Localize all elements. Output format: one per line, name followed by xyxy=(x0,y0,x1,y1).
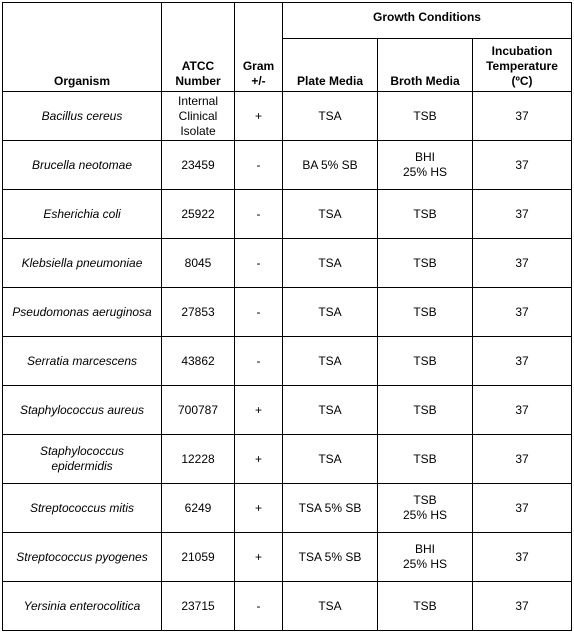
cell-plate-media: TSA xyxy=(283,435,378,484)
cell-organism: Brucella neotomae xyxy=(3,141,162,190)
cell-atcc-number: 27853 xyxy=(162,288,235,337)
cell-incubation-temperature: 37 xyxy=(473,190,572,239)
cell-incubation-temperature: 37 xyxy=(473,435,572,484)
cell-atcc-number: 25922 xyxy=(162,190,235,239)
cell-plate-media: TSA xyxy=(283,288,378,337)
table-row xyxy=(3,533,572,582)
cell-incubation-temperature: 37 xyxy=(473,533,572,582)
cell-broth-media: TSB xyxy=(378,337,473,386)
cell-gram: - xyxy=(235,141,283,190)
cell-atcc-number: 23459 xyxy=(162,141,235,190)
cell-organism: Streptococcus pyogenes xyxy=(3,533,162,582)
cell-atcc-number: 21059 xyxy=(162,533,235,582)
table-body xyxy=(3,92,572,631)
table-row xyxy=(3,141,572,190)
cell-broth-media: BHI 25% HS xyxy=(378,533,473,582)
header-incubation-temperature: Incubation Temperature (ºC) xyxy=(473,39,572,92)
cell-organism: Pseudomonas aeruginosa xyxy=(3,288,162,337)
cell-gram: + xyxy=(235,533,283,582)
header-organism: Organism xyxy=(3,3,162,92)
header-gram: Gram +/- xyxy=(235,3,283,92)
cell-organism: Streptococcus mitis xyxy=(3,484,162,533)
cell-incubation-temperature: 37 xyxy=(473,386,572,435)
table-row xyxy=(3,239,572,288)
cell-plate-media: TSA xyxy=(283,386,378,435)
cell-gram: - xyxy=(235,582,283,631)
cell-atcc-number: 6249 xyxy=(162,484,235,533)
cell-incubation-temperature: 37 xyxy=(473,141,572,190)
cell-broth-media: TSB xyxy=(378,435,473,484)
cell-broth-media: TSB xyxy=(378,288,473,337)
cell-gram: + xyxy=(235,484,283,533)
cell-broth-media: BHI 25% HS xyxy=(378,141,473,190)
cell-plate-media: TSA xyxy=(283,582,378,631)
organism-table xyxy=(2,2,572,631)
cell-incubation-temperature: 37 xyxy=(473,582,572,631)
cell-organism: Serratia marcescens xyxy=(3,337,162,386)
cell-incubation-temperature: 37 xyxy=(473,92,572,141)
cell-incubation-temperature: 37 xyxy=(473,484,572,533)
table-row xyxy=(3,582,572,631)
cell-atcc-number: 43862 xyxy=(162,337,235,386)
cell-broth-media: TSB xyxy=(378,582,473,631)
cell-broth-media: TSB xyxy=(378,92,473,141)
cell-plate-media: TSA 5% SB xyxy=(283,484,378,533)
cell-incubation-temperature: 37 xyxy=(473,337,572,386)
cell-atcc-number: 12228 xyxy=(162,435,235,484)
cell-atcc-number: Internal Clinical Isolate xyxy=(162,92,235,141)
cell-atcc-number: 23715 xyxy=(162,582,235,631)
cell-gram: + xyxy=(235,386,283,435)
cell-gram: + xyxy=(235,435,283,484)
cell-broth-media: TSB 25% HS xyxy=(378,484,473,533)
table-row xyxy=(3,484,572,533)
cell-atcc-number: 700787 xyxy=(162,386,235,435)
header-atcc-number: ATCC Number xyxy=(162,3,235,92)
table-row xyxy=(3,288,572,337)
cell-gram: - xyxy=(235,337,283,386)
cell-incubation-temperature: 37 xyxy=(473,239,572,288)
table-row xyxy=(3,386,572,435)
cell-organism: Esherichia coli xyxy=(3,190,162,239)
cell-broth-media: TSB xyxy=(378,239,473,288)
cell-gram: + xyxy=(235,92,283,141)
cell-plate-media: TSA 5% SB xyxy=(283,533,378,582)
cell-plate-media: TSA xyxy=(283,190,378,239)
header-broth-media: Broth Media xyxy=(378,39,473,92)
table-row xyxy=(3,190,572,239)
cell-broth-media: TSB xyxy=(378,190,473,239)
table-row xyxy=(3,92,572,141)
cell-plate-media: TSA xyxy=(283,239,378,288)
cell-atcc-number: 8045 xyxy=(162,239,235,288)
table-row xyxy=(3,435,572,484)
cell-gram: - xyxy=(235,288,283,337)
cell-broth-media: TSB xyxy=(378,386,473,435)
cell-organism: Staphylococcus aureus xyxy=(3,386,162,435)
cell-organism: Staphylococcus epidermidis xyxy=(3,435,162,484)
cell-organism: Yersinia enterocolitica xyxy=(3,582,162,631)
cell-organism: Bacillus cereus xyxy=(3,92,162,141)
cell-plate-media: TSA xyxy=(283,337,378,386)
cell-incubation-temperature: 37 xyxy=(473,288,572,337)
header-growth-conditions: Growth Conditions xyxy=(283,3,572,39)
table-row xyxy=(3,337,572,386)
cell-plate-media: TSA xyxy=(283,92,378,141)
cell-plate-media: BA 5% SB xyxy=(283,141,378,190)
cell-gram: - xyxy=(235,190,283,239)
header-plate-media: Plate Media xyxy=(283,39,378,92)
cell-organism: Klebsiella pneumoniae xyxy=(3,239,162,288)
cell-gram: - xyxy=(235,239,283,288)
